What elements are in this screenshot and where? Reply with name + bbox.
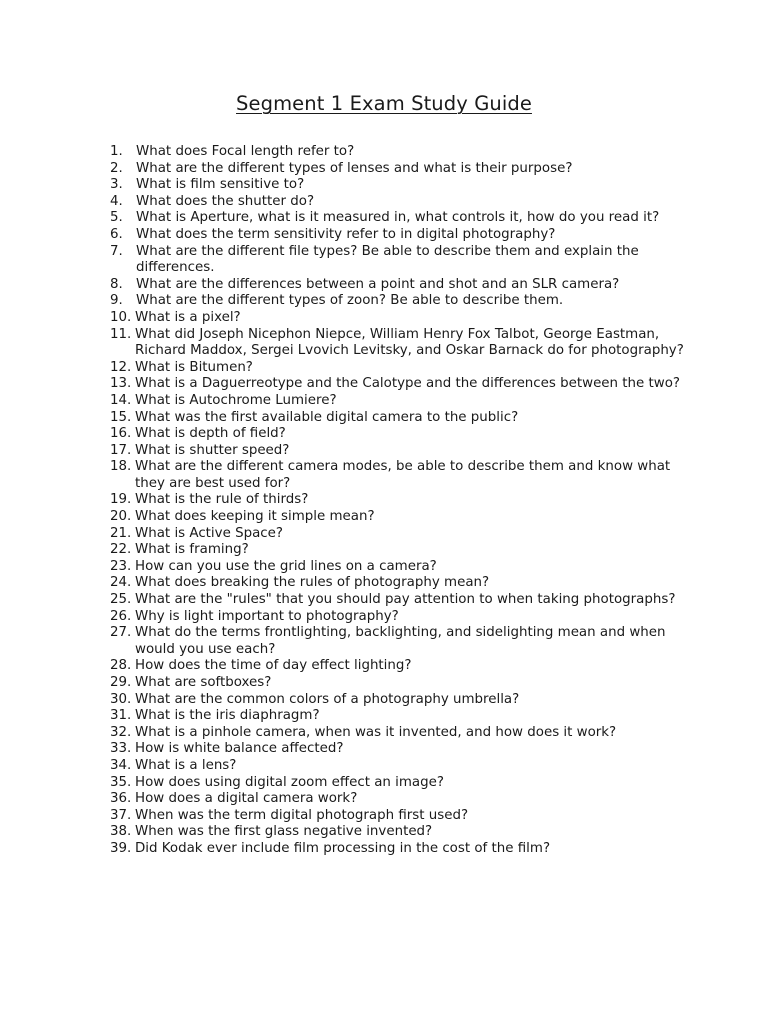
question-text: How can you use the grid lines on a camera? [135, 558, 437, 574]
question-item [110, 410, 695, 427]
question-text: What does breaking the rules of photography mean? [135, 575, 490, 591]
question-number: 8. [110, 276, 123, 292]
question-item [110, 210, 695, 227]
question-number: 23. [110, 558, 132, 574]
question-text: When was the first glass negative invented? [135, 824, 433, 840]
question-number: 33. [110, 741, 132, 757]
question-item [110, 559, 695, 576]
question-number: 38. [110, 824, 132, 840]
question-item [110, 808, 695, 825]
question-item [110, 575, 695, 592]
question-number: 39. [110, 840, 132, 856]
question-text: What is Autochrome Lumiere? [135, 392, 337, 408]
question-number: 10. [110, 309, 132, 325]
question-text: What are the different camera modes, be able to describe them and know what they are best used for? [135, 459, 671, 491]
question-item [110, 459, 695, 492]
question-item [110, 658, 695, 675]
question-item [110, 708, 695, 725]
question-text: What is framing? [135, 542, 249, 558]
question-text: What are the different types of zoon? Be able to describe them. [136, 293, 564, 309]
question-number: 26. [110, 608, 132, 624]
question-number: 20. [110, 509, 132, 525]
question-number: 37. [110, 807, 132, 823]
question-text: What does the shutter do? [136, 193, 315, 209]
question-number: 3. [110, 177, 123, 193]
question-item [110, 791, 695, 808]
question-item [110, 509, 695, 526]
question-number: 21. [110, 525, 132, 541]
question-number: 1. [110, 144, 123, 159]
question-text: What does keeping it simple mean? [135, 509, 375, 525]
question-item [110, 492, 695, 509]
question-item [110, 824, 695, 841]
question-text: What is Aperture, what is it measured in, what controls it, how do you read it? [136, 210, 660, 226]
question-text: What are the different types of lenses and what is their purpose? [136, 160, 573, 176]
question-number: 30. [110, 691, 132, 707]
question-item [110, 741, 695, 758]
question-number: 24. [110, 575, 132, 591]
question-item [110, 194, 695, 211]
question-item [110, 692, 695, 709]
question-item [110, 758, 695, 775]
question-number: 14. [110, 392, 132, 408]
question-number: 13. [110, 376, 132, 392]
question-number: 2. [110, 160, 123, 176]
question-list [110, 144, 695, 858]
question-number: 9. [110, 293, 123, 309]
question-item [110, 426, 695, 443]
question-text: What is a pinhole camera, when was it invented, and how does it work? [135, 724, 617, 740]
question-number: 4. [110, 193, 123, 209]
question-item [110, 443, 695, 460]
question-number: 11. [110, 326, 132, 342]
question-number: 15. [110, 409, 132, 425]
question-item [110, 526, 695, 543]
question-text: What are the different file types? Be able to describe them and explain the differences. [136, 243, 639, 276]
question-text: What do the terms frontlighting, backlighting, and sidelighting mean and when would you use each? [135, 625, 666, 657]
question-text: What is a lens? [135, 757, 237, 773]
question-item [110, 592, 695, 609]
question-number: 17. [110, 442, 132, 458]
question-number: 25. [110, 592, 132, 608]
question-item [110, 376, 695, 393]
question-number: 36. [110, 791, 132, 807]
question-text: What does the term sensitivity refer to in digital photography? [136, 226, 556, 242]
question-item [110, 360, 695, 377]
page-title: Segment 1 Exam Study Guide [236, 92, 532, 115]
question-number: 34. [110, 757, 132, 773]
question-text: What did Joseph Nicephon Niepce, William Henry Fox Talbot, George Eastman, Richard Maddox, Sergei Lvovich Levitsky, and Oskar Barnack do for photography? [135, 326, 684, 359]
question-number: 32. [110, 724, 132, 740]
question-number: 5. [110, 210, 123, 226]
question-text: What are the common colors of a photography umbrella? [135, 691, 520, 707]
question-text: How does using digital zoom effect an image? [135, 774, 444, 790]
question-text: What is depth of field? [135, 426, 286, 442]
question-item [110, 841, 695, 858]
question-text: What is film sensitive to? [136, 177, 305, 193]
question-number: 19. [110, 492, 132, 508]
question-item [110, 675, 695, 692]
question-text: What are softboxes? [135, 675, 272, 690]
question-item [110, 227, 695, 244]
question-text: Why is light important to photography? [135, 608, 399, 624]
question-item [110, 277, 695, 294]
question-item [110, 725, 695, 742]
question-number: 35. [110, 774, 132, 790]
question-text: What does Focal length refer to? [136, 144, 355, 159]
question-number: 12. [110, 359, 132, 375]
question-text: What is Bitumen? [135, 359, 253, 375]
question-text: What is the iris diaphragm? [135, 708, 320, 724]
question-text: What are the differences between a point and shot and an SLR camera? [136, 276, 620, 292]
question-item [110, 775, 695, 792]
question-number: 27. [110, 625, 132, 641]
question-text: What is a pixel? [135, 309, 241, 325]
question-number: 18. [110, 459, 132, 475]
question-item [110, 144, 695, 161]
question-number: 16. [110, 426, 132, 442]
question-item [110, 177, 695, 194]
question-item [110, 244, 695, 277]
question-text: What is Active Space? [135, 525, 283, 541]
question-text: Did Kodak ever include film processing in the cost of the film? [135, 840, 551, 856]
question-text: How does the time of day effect lighting? [135, 658, 412, 674]
question-item [110, 393, 695, 410]
question-text: What is a Daguerreotype and the Calotype and the differences between the two? [135, 376, 681, 392]
question-text: When was the term digital photograph first used? [135, 807, 469, 823]
question-number: 31. [110, 708, 132, 724]
question-text: What are the "rules" that you should pay attention to when taking photographs? [135, 592, 676, 608]
question-number: 29. [110, 675, 132, 690]
question-number: 6. [110, 226, 123, 242]
question-text: How does a digital camera work? [135, 791, 358, 807]
question-number: 7. [110, 243, 123, 259]
question-item [110, 310, 695, 327]
question-item [110, 327, 695, 360]
question-item [110, 625, 695, 658]
question-item [110, 609, 695, 626]
question-number: 28. [110, 658, 132, 674]
question-item [110, 542, 695, 559]
question-number: 22. [110, 542, 132, 558]
question-text: What was the first available digital camera to the public? [135, 409, 519, 425]
question-text: What is shutter speed? [135, 442, 290, 458]
question-item [110, 161, 695, 178]
question-text: How is white balance affected? [135, 741, 344, 757]
question-item [110, 293, 695, 310]
question-text: What is the rule of thirds? [135, 492, 309, 508]
